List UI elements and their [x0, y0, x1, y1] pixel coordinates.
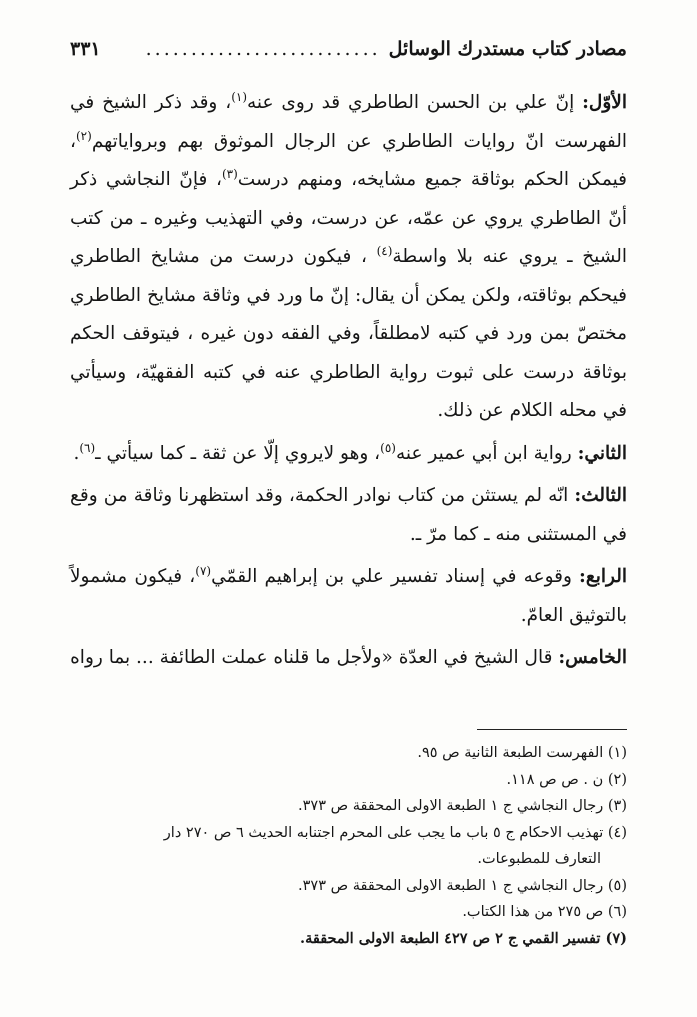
- footnote-ref: (١): [231, 89, 248, 104]
- paragraph-text: ، وقد ذكر الشيخ في الفهرست انّ روايات الطاطري عن الرجال الموثوق بهم وبرواياتهم: [70, 92, 627, 152]
- paragraph-label: الثالث:: [574, 485, 627, 506]
- paragraph-label: الثاني:: [577, 442, 627, 464]
- footnote-ref: (٣): [221, 166, 238, 181]
- paragraph-text: ، فيمكن الحكم بوثاقة جميع مشايخه، ومنهم درست: [70, 130, 627, 190]
- paragraph-fifth: [70, 639, 627, 678]
- footnote-item: (٧) تفسير القمي ج ٢ ص ٤٢٧ الطبعة الاولى المحققة.: [300, 929, 627, 947]
- paragraph-label: الرابع:: [579, 566, 627, 587]
- running-header: [70, 38, 627, 70]
- main-text: [70, 84, 627, 682]
- footnote-item: (٣) رجال النجاشي ج ١ الطبعة الاولى المحققة ص ٣٧٣.: [298, 798, 627, 814]
- paragraph-label: الخامس:: [558, 647, 627, 668]
- paragraph-text: وقوعه في إسناد تفسير علي بن إبراهيم القمّي: [211, 566, 580, 587]
- paragraph-third: [70, 477, 627, 554]
- footnote-ref: (٥): [380, 440, 396, 455]
- footnote-item: (٤) تهذيب الاحكام ج ٥ باب ما يجب على المحرم اجتنابه الحديث ٦ ص ٢٧٠ دار: [163, 824, 627, 841]
- footnote-ref: (٧): [195, 563, 212, 578]
- paragraph-fourth: [70, 558, 627, 635]
- paragraph-text: ، وهو لايروي إلّا عن ثقة ـ كما سيأتي ـ: [95, 442, 381, 464]
- header-leader-dots: ..........................: [145, 38, 381, 60]
- paragraph-text: ، فيكون مشمولاً بالتوثيق العامّ.: [70, 566, 627, 626]
- paragraph-first: [70, 84, 627, 431]
- footnote-item: (١) الفهرست الطبعة الثانية ص ٩٥.: [417, 745, 627, 761]
- footnote-separator: [477, 729, 627, 730]
- header-title: مصادر كتاب مستدرك الوسائل: [388, 38, 627, 60]
- paragraph-text: ، فيكون درست من مشايخ الطاطري فيحكم بوثاقته، ولكن يمكن أن يقال: إنّ ما ورد في وثاقة مشايخ الطاطري مختصّ بمن ورد في كتبه لامطلقاً، وفي الفقه دون غيره ، فيتوقف الحكم بوثاقة درست على ثبوت رواية الطاطري عنه في كتبه الفقهيّة، وسيأتي في محله الكلام عن ذلك.: [70, 246, 627, 421]
- paragraph-text: إنّ علي بن الحسن الطاطري قد روى عنه: [247, 92, 583, 113]
- footnotes: [70, 740, 627, 952]
- page-number: ٣٣١: [70, 38, 101, 60]
- paragraph-second: [70, 435, 627, 474]
- footnote-ref: (٤): [376, 243, 393, 258]
- footnote-item: (٢) ن . ص ص ١١٨.: [506, 771, 627, 788]
- paragraph-text: انّه لم يستثن من كتاب نوادر الحكمة، وقد استظهرنا وثاقة من وقع في المستثنى منه ـ كما مرّ ـ.: [70, 485, 627, 545]
- footnote-ref: (٢): [75, 128, 92, 143]
- footnote-ref: (٦): [79, 440, 96, 455]
- paragraph-text: .: [73, 442, 80, 464]
- paragraph-label: الأوّل:: [582, 92, 627, 113]
- paragraph-text: ، فإنّ النجاشي ذكر أنّ الطاطري يروي عن عمّه، عن درست، وفي التهذيب وغيره ـ من كتب الشيخ ـ يروي عنه بلا واسطة: [70, 169, 628, 267]
- footnote-item: (٦) ص ٢٧٥ من هذا الكتاب.: [462, 904, 627, 920]
- footnote-continuation: التعارف للمطبوعات.: [477, 851, 601, 867]
- paragraph-text: قال الشيخ في العدّة «ولأجل ما قلناه عملت الطائفة ... بما رواه: [70, 647, 559, 668]
- footnote-item: (٥) رجال النجاشي ج ١ الطبعة الاولى المحققة ص ٣٧٣.: [298, 877, 627, 894]
- paragraph-text: رواية ابن أبي عمير عنه: [395, 442, 578, 464]
